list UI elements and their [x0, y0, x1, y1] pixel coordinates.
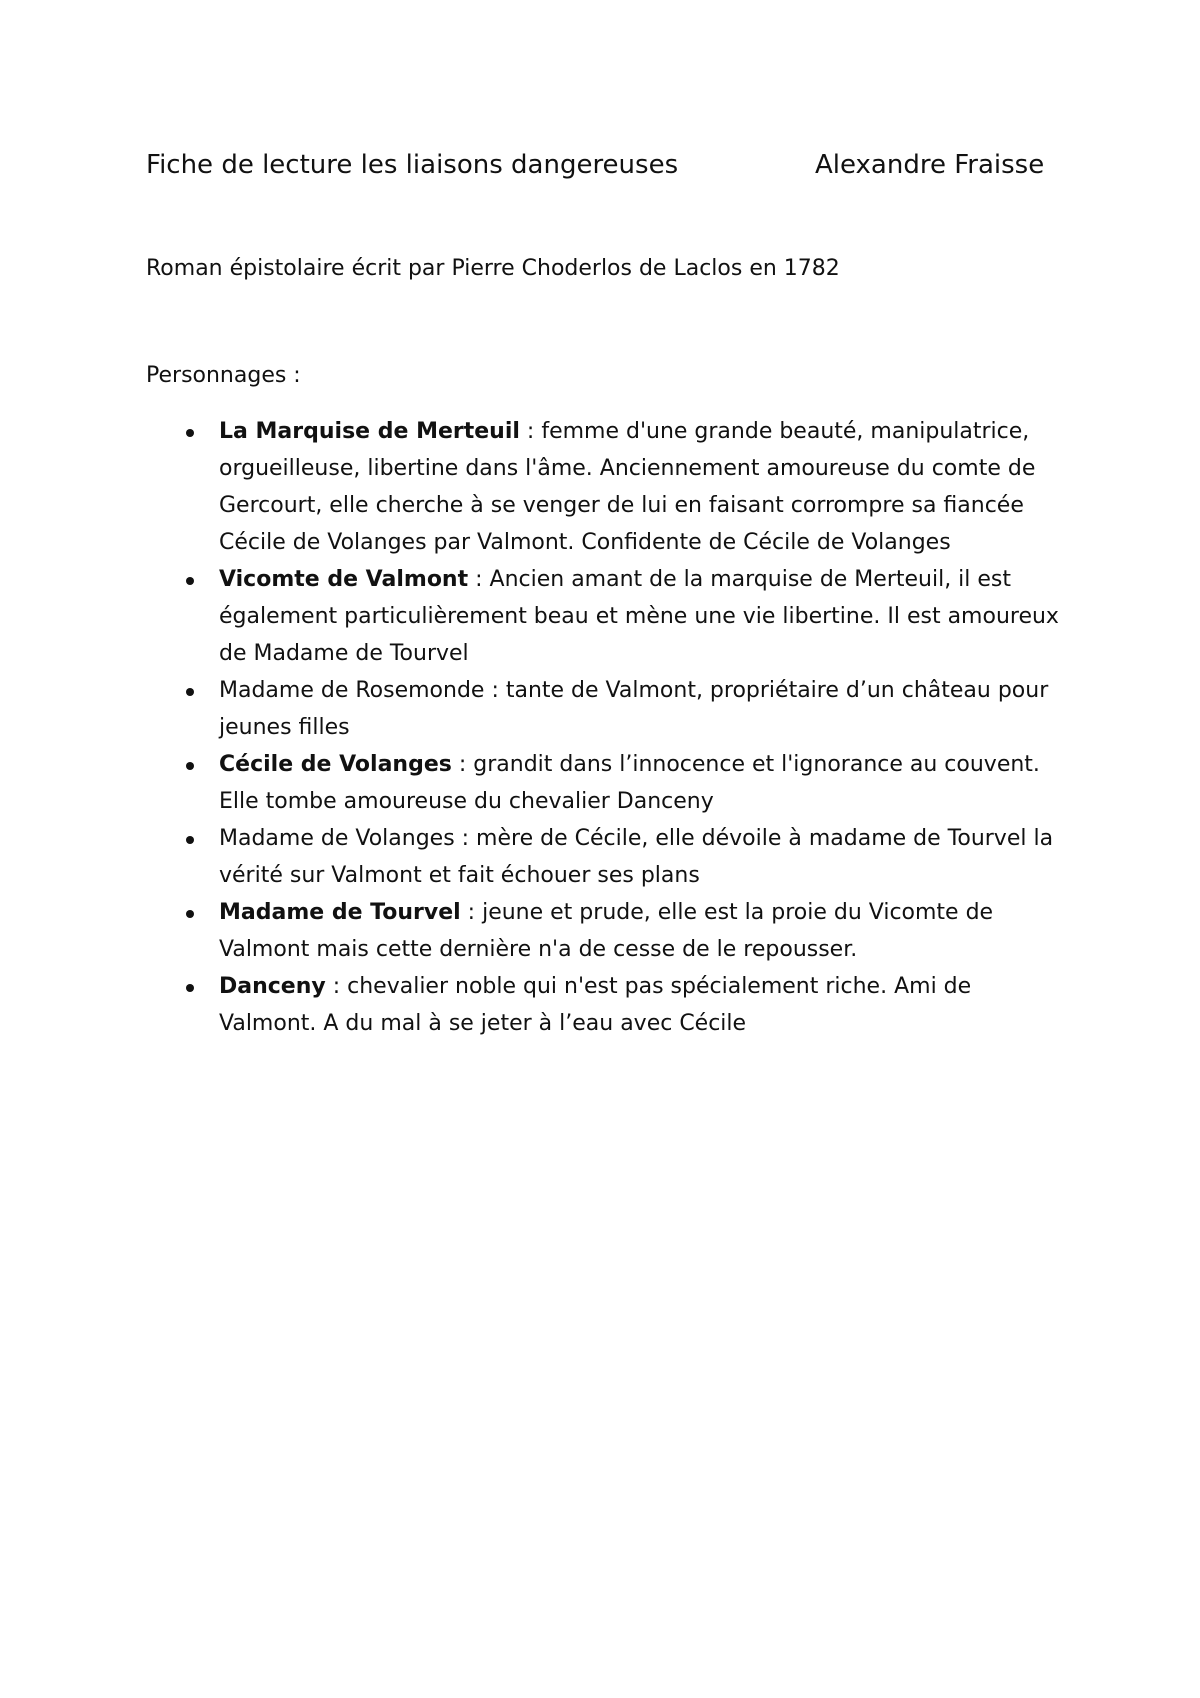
bullet-icon	[186, 836, 194, 844]
character-name: Danceny	[219, 974, 326, 999]
list-item	[146, 820, 1066, 894]
author-name: Alexandre Fraisse	[815, 150, 1045, 180]
list-item	[146, 672, 1066, 746]
list-item	[146, 746, 1066, 820]
character-description: : grandit dans l’innocence et l'ignorance au couvent. Elle tombe amoureuse du chevalier Danceny	[219, 752, 1040, 814]
list-item	[146, 413, 1066, 561]
bullet-icon	[186, 762, 194, 770]
character-description: : Ancien amant de la marquise de Merteuil, il est également particulièrement beau et mène une vie libertine. Il est amoureux de Madame de Tourvel	[219, 567, 1059, 666]
character-description: : femme d'une grande beauté, manipulatrice, orgueilleuse, libertine dans l'âme. Anciennement amoureuse du comte de Gercourt, elle cherche à se venger de lui en faisant corrompre sa fiancée Cécile de Volanges par Valmont. Confidente de Cécile de Volanges	[219, 419, 1036, 555]
subtitle: Roman épistolaire écrit par Pierre Choderlos de Laclos en 1782	[146, 256, 840, 281]
character-name: Cécile de Volanges	[219, 752, 452, 777]
list-item	[146, 561, 1066, 672]
bullet-icon	[186, 984, 194, 992]
characters-heading: Personnages :	[146, 363, 301, 388]
characters-list	[146, 413, 1066, 1042]
character-description: : chevalier noble qui n'est pas spécialement riche. Ami de Valmont. A du mal à se jeter à l’eau avec Cécile	[219, 974, 972, 1036]
character-name: Vicomte de Valmont	[219, 567, 469, 592]
document-title: Fiche de lecture les liaisons dangereuses	[146, 150, 679, 180]
bullet-icon	[186, 577, 194, 585]
list-item	[146, 894, 1066, 968]
bullet-icon	[186, 688, 194, 696]
character-description: : jeune et prude, elle est la proie du Vicomte de Valmont mais cette dernière n'a de cesse de le repousser.	[219, 900, 994, 962]
character-description: Madame de Rosemonde : tante de Valmont, propriétaire d’un château pour jeunes filles	[219, 678, 1049, 740]
bullet-icon	[186, 429, 194, 437]
bullet-icon	[186, 910, 194, 918]
character-description: Madame de Volanges : mère de Cécile, elle dévoile à madame de Tourvel la vérité sur Valmont et fait échouer ses plans	[219, 826, 1054, 888]
list-item	[146, 968, 1066, 1042]
character-name: La Marquise de Merteuil	[219, 419, 520, 444]
character-name: Madame de Tourvel	[219, 900, 461, 925]
